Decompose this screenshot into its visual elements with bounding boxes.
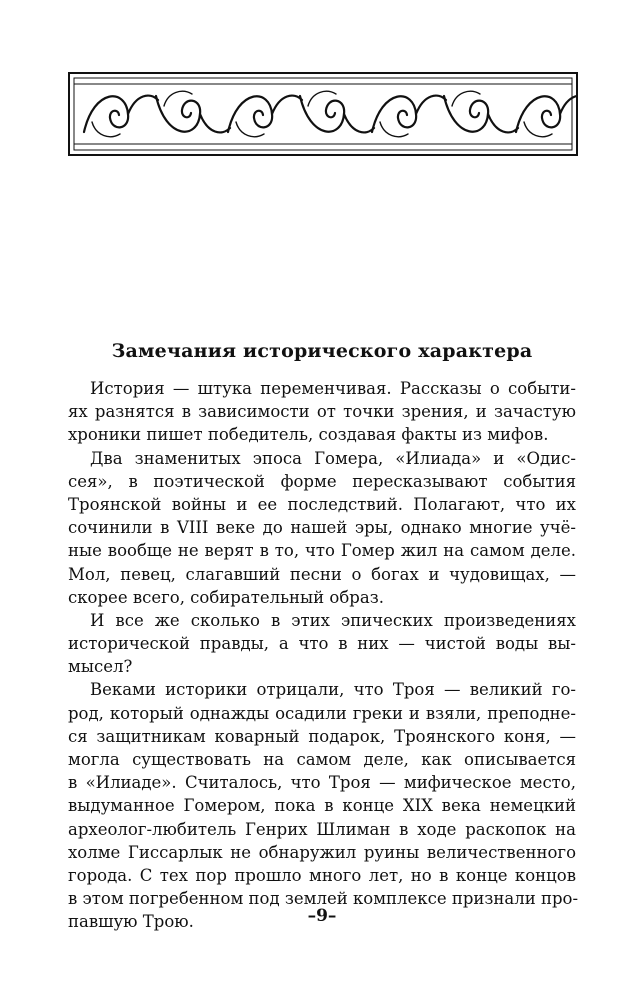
scroll-tendril [308,91,336,106]
scroll-tendril [452,91,480,106]
scroll-leaf [488,114,518,132]
page-number: –9– [307,906,337,926]
text-line: выдуманное Гомером, пока в конце XIX века немецкий [68,796,576,816]
text-line: скорее всего, собирательный образ. [68,587,384,607]
paragraph-4 [68,678,579,933]
body-text [68,377,579,934]
text-line: в этом погребенном под землей комплексе признали про- [68,889,579,909]
text-line: История — штука переменчивая. Рассказы о событи- [90,379,576,398]
text-line: хроники пишет победитель, создавая факты из мифов. [68,425,549,445]
scroll-leaf [272,96,302,114]
text-line: мысел? [68,657,133,677]
text-line: Мол, певец, слагавший песни о богах и чудовищах, — [68,564,576,584]
scroll-tendril [164,91,192,106]
scroll-curl [372,96,416,132]
text-line: Троянской войны и ее последствий. Полагают, что их [68,494,576,514]
text-line: сочинили в VIII веке до нашей эры, однако многие учё- [68,518,576,538]
scroll-curl [228,96,272,132]
paragraph-3 [68,609,576,679]
text-line: холме Гиссарлык не обнаружил руины величественного [68,842,576,862]
ornament-frieze-icon [68,72,578,156]
text-line: ся защитникам коварный подарок, Троянского коня, — [68,726,576,746]
scroll-tendril [524,122,552,137]
text-line: могла существовать на самом деле, как описывается [68,750,576,769]
text-line: павшую Трою. [68,912,194,932]
scroll-leaf [416,96,446,114]
text-line: Два знаменитых эпоса Гомера, «Илиада» и «Одис- [90,448,576,468]
text-line: города. С тех пор прошло много лет, но в конце концов [68,865,576,885]
scroll-leaf [560,96,578,114]
text-line: в «Илиаде». Считалось, что Троя — мифическое место, [68,773,576,793]
text-line: род, который однажды осадили греки и взяли, преподне- [68,703,576,723]
scroll-curl [84,96,128,132]
section-title: Замечания исторического характера [111,340,533,362]
text-line: ях разнятся в зависимости от точки зрения, и зачастую [68,402,576,422]
text-line: И все же сколько в этих эпических произведениях [90,610,576,630]
text-line: Веками историки отрицали, что Троя — великий го- [90,680,576,700]
scroll-leaf [344,114,374,132]
text-line: ные вообще не верят в то, что Гомер жил на самом деле. [68,541,576,561]
text-line: сея», в поэтической форме пересказывают события [68,471,576,491]
scroll-leaf [200,114,230,132]
paragraph-2 [68,447,576,609]
scroll-leaf [128,96,158,114]
scroll-curl [444,96,488,132]
scroll-tendril [92,122,120,137]
scroll-curl [156,96,200,132]
text-line: археолог-любитель Генрих Шлиман в ходе раскопок на [68,819,576,839]
text-line: исторической правды, а что в них — чистой воды вы- [68,634,576,654]
scroll-tendril [236,122,264,137]
scroll-curl [516,96,560,132]
paragraph-1 [68,377,576,447]
scroll-curl [300,96,344,132]
scroll-tendril [380,122,408,137]
